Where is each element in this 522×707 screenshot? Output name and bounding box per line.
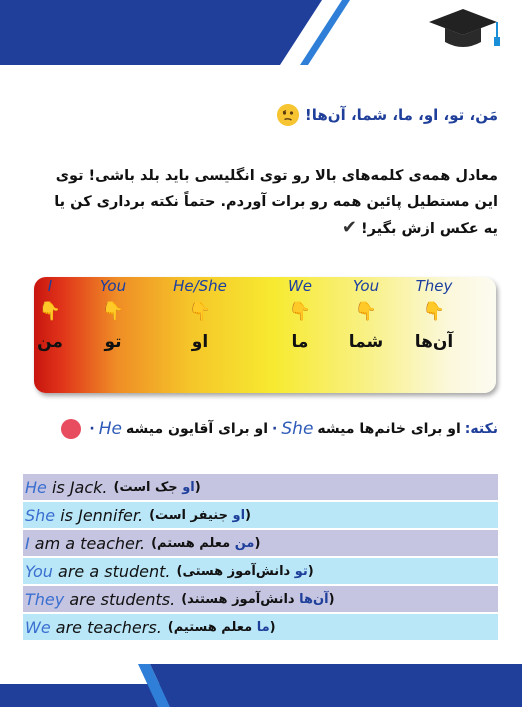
- example-en: We are teachers.: [25, 617, 162, 637]
- heading-text: مَن، تو، او، ما، شما، آن‌ها!: [304, 106, 498, 124]
- example-en: She is Jennifer.: [25, 505, 144, 525]
- scale-en-label: You: [99, 277, 127, 295]
- scale-en-label: He/She: [173, 277, 227, 295]
- top-banner: [0, 0, 522, 65]
- example-row: [23, 474, 498, 500]
- intro-line-2: این مستطیل پائین همه رو برات آوردم. حتماً نکته برداری کن یا: [54, 194, 498, 210]
- example-fa: (آن‌ها دانش‌آموز هستند): [181, 591, 335, 607]
- example-fa: (او جنیفر است): [149, 507, 251, 523]
- note-separator: ·: [272, 421, 278, 437]
- example-en: He is Jack.: [25, 477, 108, 497]
- example-fa: (او جک است): [113, 479, 201, 495]
- note-text-she: او برای خانم‌ها میشه: [317, 421, 461, 437]
- example-row: [23, 614, 498, 640]
- intro-paragraph: [23, 163, 498, 242]
- pointing-down-icon: 👇: [101, 301, 125, 322]
- scale-fa-label: تو: [104, 332, 122, 352]
- example-fa: (ما معلم هستیم): [167, 619, 276, 635]
- example-en: I am a teacher.: [25, 533, 146, 553]
- pointing-down-icon: 👇: [38, 301, 62, 322]
- pronouns-heading: [277, 104, 498, 126]
- example-fa: (من معلم هستم): [151, 535, 261, 551]
- example-row: [23, 558, 498, 584]
- scale-en-label: You: [352, 277, 380, 295]
- scale-en-label: I: [47, 277, 53, 295]
- intro-line-1: معادل همه‌ی کلمه‌های بالا رو توی انگلیسی باید بلد باشی! توی: [55, 168, 498, 184]
- scale-fa-label: من: [37, 332, 63, 352]
- pointing-down-icon: 👇: [188, 301, 212, 322]
- scale-fa-label: آن‌ها: [414, 332, 454, 352]
- note-label: نکته:: [464, 421, 498, 437]
- note-separator: ·: [89, 421, 95, 437]
- example-row: [23, 502, 498, 528]
- scale-en-label: They: [415, 277, 453, 295]
- note-she-word: She: [281, 419, 314, 439]
- scale-item-they: [404, 277, 464, 393]
- scale-item-we: [270, 277, 330, 393]
- bottom-banner: [0, 664, 522, 707]
- example-en: They are students.: [25, 589, 176, 609]
- scale-fa-label: شما: [348, 332, 384, 352]
- pointing-down-icon: 👇: [422, 301, 446, 322]
- example-row: [23, 586, 498, 612]
- scale-item-you: [83, 277, 143, 393]
- check-mark-icon: ✔: [341, 217, 358, 238]
- red-circle-icon: [61, 419, 81, 439]
- note-line: [61, 419, 498, 439]
- scale-fa-label: او: [191, 332, 209, 352]
- example-row: [23, 530, 498, 556]
- pointing-down-icon: 👇: [288, 301, 312, 322]
- scale-fa-label: ما: [291, 332, 309, 352]
- scale-item-he-she: [170, 277, 230, 393]
- examples-table: [23, 474, 498, 642]
- note-he-word: He: [98, 419, 122, 439]
- graduation-cap-icon: [429, 9, 500, 47]
- example-fa: (تو دانش‌آموز هستی): [176, 563, 314, 579]
- pointing-down-icon: 👇: [354, 301, 378, 322]
- intro-line-3: یه عکس ازش بگیر!✔: [341, 217, 498, 238]
- confused-face-icon: [277, 104, 299, 126]
- pronoun-scale: [34, 277, 496, 393]
- note-text-he: او برای آقایون میشه: [126, 421, 269, 437]
- scale-en-label: We: [287, 277, 313, 295]
- example-en: You are a student.: [25, 561, 171, 581]
- scale-item-i: [20, 277, 80, 393]
- scale-item-you-plural: [336, 277, 396, 393]
